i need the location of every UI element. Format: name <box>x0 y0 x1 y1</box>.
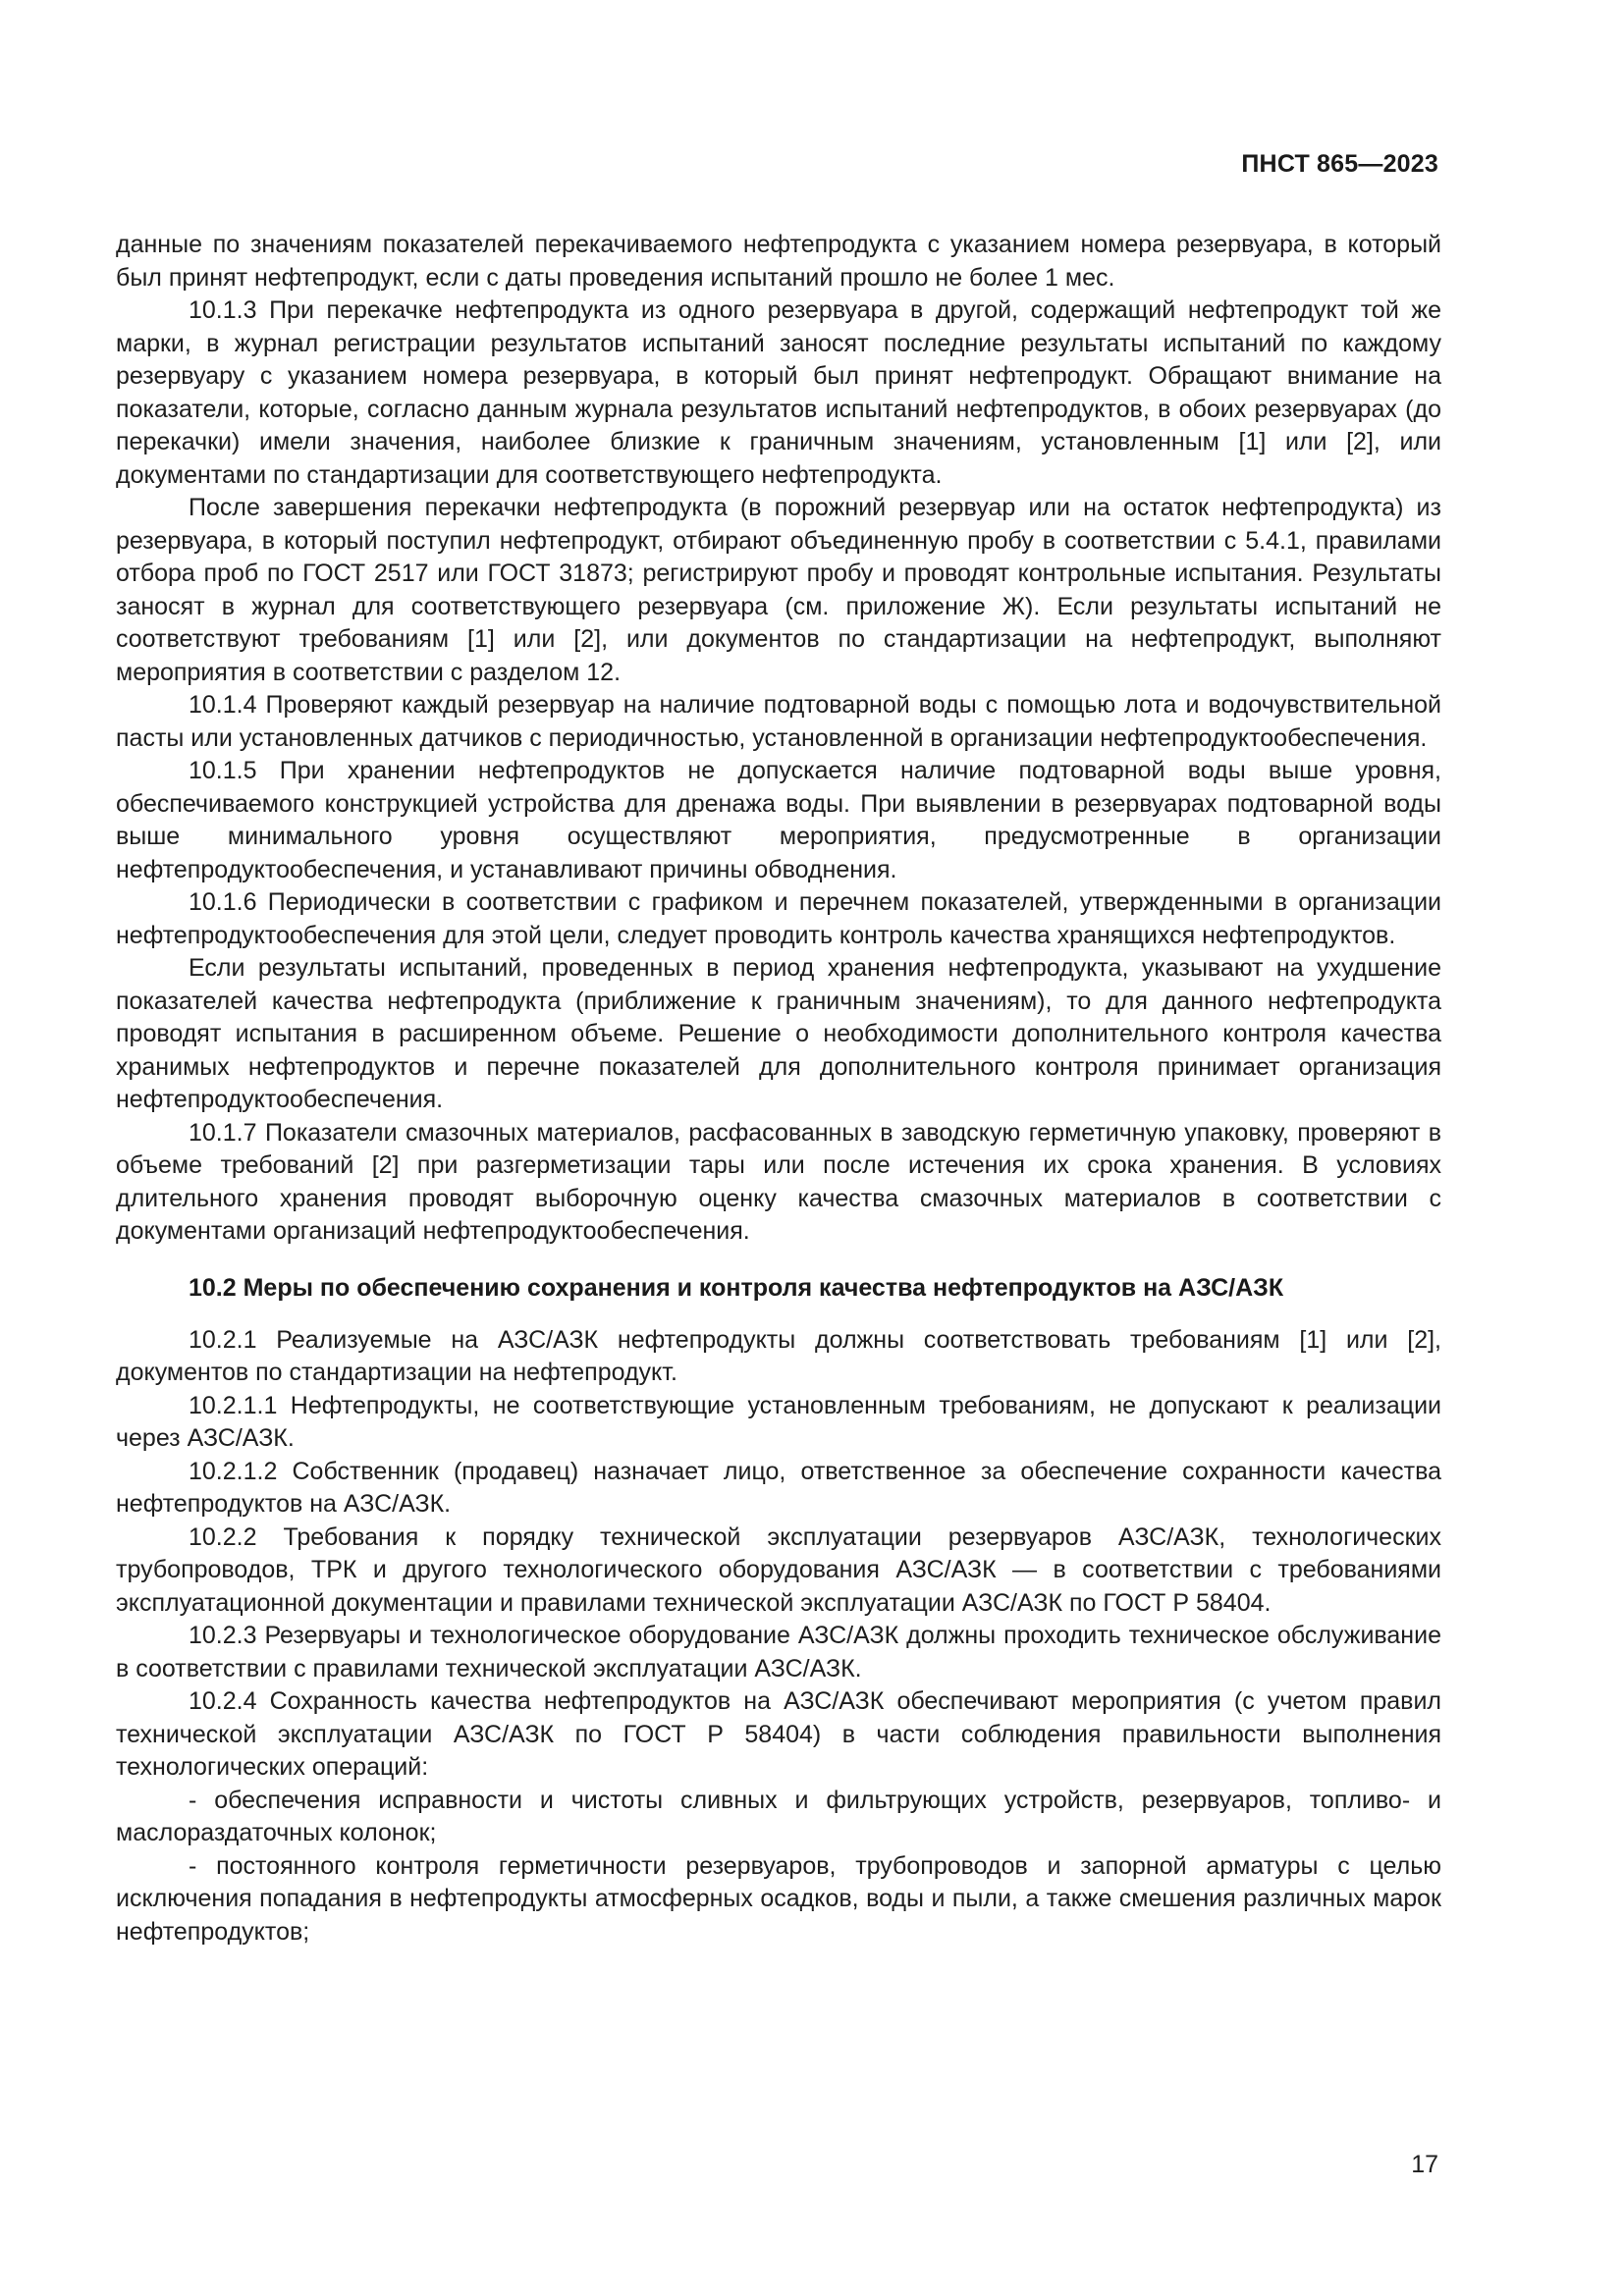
section-heading-10-2: 10.2 Меры по обеспечению сохранения и контроля качества нефтепродуктов на АЗС/АЗК <box>189 1273 1284 1302</box>
paragraph-continued: данные по значениям показателей перекачиваемого нефтепродукта с указанием номера резервуара, в который был принят нефтепродукт, если с даты проведения испытаний прошло не более 1 мес. <box>116 231 1441 292</box>
paragraph-10-2-2: 10.2.2 Требования к порядку технической эксплуатации резервуаров АЗС/АЗК, технологических трубопроводов, ТРК и другого технологического оборудования АЗС/АЗК — в соответствии с требованиями эксплуатационной документации и правилами технической эксплуатации АЗС/АЗК по ГОСТ Р 58404. <box>116 1522 1441 1617</box>
list-item: - постоянного контроля герметичности резервуаров, трубопроводов и запорной арматуры с целью исключения попадания в нефтепродукты атмосферных осадков, воды и пыли, а также смешения различных марок нефтепродуктов; <box>116 1851 1441 1946</box>
paragraph-10-1-5: 10.1.5 При хранении нефтепродуктов не допускается наличие подтоварной воды выше уровня, обеспечиваемого конструкцией устройства для дренажа воды. При выявлении в резервуарах подтоварной воды выше минимального уровня осуществляют мероприятия, предусмотренные в организации нефтепродуктообеспечения, и устанавливают причины обводнения. <box>116 757 1441 883</box>
paragraph-10-1-7: 10.1.7 Показатели смазочных материалов, расфасованных в заводскую герметичную упаковку, проверяют в объеме требований [2] при разгерметизации тары или после истечения их срока хранения. В условиях длительного хранения проводят выборочную оценку качества смазочных материалов в соответствии с документами организаций нефтепродуктообеспечения. <box>116 1118 1441 1245</box>
paragraph-10-2-1-2: 10.2.1.2 Собственник (продавец) назначает лицо, ответственное за обеспечение сохранности качества нефтепродуктов на АЗС/АЗК. <box>116 1457 1441 1518</box>
paragraph-10-1-6: 10.1.6 Периодически в соответствии с графиком и перечнем показателей, утвержденными в организации нефтепродуктообеспечения для этой цели, следует проводить контроль качества хранящихся нефтепродуктов. <box>116 888 1441 949</box>
page-number: 17 <box>1411 2151 1438 2178</box>
paragraph-10-1-4: 10.1.4 Проверяют каждый резервуар на наличие подтоварной воды с помощью лота и водочувствительной пасты или установленных датчиков с периодичностью, установленной в организации нефтепродуктообеспечения. <box>116 691 1441 752</box>
paragraph-10-1-3: 10.1.3 При перекачке нефтепродукта из одного резервуара в другой, содержащий нефтепродукт той же марки, в журнал регистрации результатов испытаний заносят последние результаты испытаний по каждому резервуару с указанием номера резервуара, в который был принят нефтепродукт. Обращают внимание на показатели, которые, согласно данным журнала результатов испытаний нефтепродуктов, в обоих резервуарах (до перекачки) имели значения, наиболее близкие к граничным значениям, установленным [1] или [2], или документами по стандартизации для соответствующего нефтепродукта. <box>116 296 1441 489</box>
paragraph-test-results: Если результаты испытаний, проведенных в период хранения нефтепродукта, указывают на ухудшение показателей качества нефтепродукта (приближение к граничным значениям), то для данного нефтепродукта проводят испытания в расширенном объеме. Решение о необходимости дополнительного контроля качества хранимых нефтепродуктов и перечне показателей для дополнительного контроля принимает организация нефтепродуктообеспечения. <box>116 954 1441 1113</box>
page-body <box>116 229 1441 1949</box>
paragraph-after-transfer: После завершения перекачки нефтепродукта (в порожний резервуар или на остаток нефтепродукта) из резервуара, в который поступил нефтепродукт, отбирают объединенную пробу в соответствии с 5.4.1, правилами отбора проб по ГОСТ 2517 или ГОСТ 31873; регистрируют пробу и проводят контрольные испытания. Результаты заносят в журнал для соответствующего резервуара (см. приложение Ж). Если результаты испытаний не соответствуют требованиям [1] или [2], или документов по стандартизации на нефтепродукт, выполняют мероприятия в соответствии с разделом 12. <box>116 494 1441 686</box>
paragraph-10-2-4: 10.2.4 Сохранность качества нефтепродуктов на АЗС/АЗК обеспечивают мероприятия (с учетом правил технической эксплуатации АЗС/АЗК по ГОСТ Р 58404) в части соблюдения правильности выполнения технологических операций: <box>116 1687 1441 1781</box>
document-code-header: ПНСТ 865—2023 <box>1241 150 1438 178</box>
paragraph-10-2-3: 10.2.3 Резервуары и технологическое оборудование АЗС/АЗК должны проходить техническое обслуживание в соответствии с правилами технической эксплуатации АЗС/АЗК. <box>116 1622 1441 1682</box>
paragraph-10-2-1-1: 10.2.1.1 Нефтепродукты, не соответствующие установленным требованиям, не допускают к реализации через АЗС/АЗК. <box>116 1391 1441 1452</box>
list-item: - обеспечения исправности и чистоты сливных и фильтрующих устройств, резервуаров, топливо- и маслораздаточных колонок; <box>116 1786 1441 1846</box>
paragraph-10-2-1: 10.2.1 Реализуемые на АЗС/АЗК нефтепродукты должны соответствовать требованиям [1] или [2], документов по стандартизации на нефтепродукт. <box>116 1325 1441 1386</box>
